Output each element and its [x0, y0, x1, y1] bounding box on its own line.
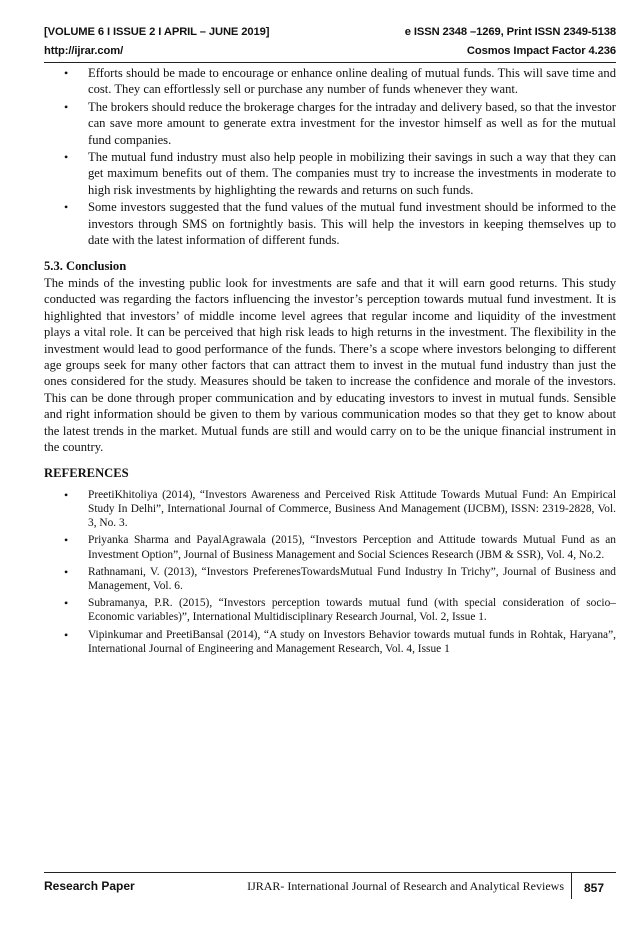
journal-url[interactable]: http://ijrar.com/: [44, 45, 124, 57]
impact-factor: Cosmos Impact Factor 4.236: [466, 45, 616, 57]
suggestion-item: • The brokers should reduce the brokerage charges for the intraday and delivery based, so that the investor can save more amount to generate extra investment for the investor himself as well as for the mutual fund companies.: [44, 99, 616, 148]
header-divider: [44, 62, 616, 63]
footer-label: Research Paper: [44, 879, 135, 893]
suggestion-item: • Some investors suggested that the fund values of the mutual fund investment should be informed to the investors through SMS on fortnightly basis. This will help the investors in keeping themselves up to date with the latest information of different funds.: [44, 199, 616, 248]
footer-journal-name: IJRAR- International Journal of Research and Analytical Reviews: [247, 879, 564, 893]
reference-item: • Rathnamani, V. (2013), “Investors PreferenesTowardsMutual Fund Industry In Trichy”, Journal of Business and Management, Vol. 6.: [44, 565, 616, 593]
references-heading: REFERENCES: [44, 466, 129, 481]
suggestion-item: • Efforts should be made to encourage or enhance online dealing of mutual funds. This will save time and cost. They can effortlessly sell or purchase any number of funds whenever they want.: [44, 65, 616, 98]
reference-item: • Subramanya, P.R. (2015), “Investors perception towards mutual fund (with special consideration of socio–Economic variables)”, International Multidisciplinary Research Journal, Vol. 2, Issue 1.: [44, 596, 616, 624]
reference-item: • PreetiKhitoliya (2014), “Investors Awareness and Perceived Risk Attitude Towards Mutual Fund: An Empirical Study In Delhi”, International Journal of Commerce, Business And Management (IJCBM), ISSN: 2319-2828, Vol. 3, No. 3.: [44, 488, 616, 531]
reference-item: • Vipinkumar and PreetiBansal (2014), “A study on Investors Behavior towards mutual funds in Rohtak, Haryana”, International Journal of Engineering and Management Research, Vol. 4, Issue 1: [44, 628, 616, 656]
page-number: 857: [571, 873, 616, 899]
suggestion-item: • The mutual fund industry must also help people in mobilizing their savings in such a way that they can get maximum benefits out of them. The companies must try to increase the investments in moderate to high risk investments by highlighting the rewards and returns on such funds.: [44, 149, 616, 198]
article-body: [44, 65, 616, 659]
conclusion-heading: 5.3. Conclusion: [44, 259, 127, 274]
page-footer: [44, 872, 616, 899]
references-list: [44, 488, 616, 656]
reference-item: • Priyanka Sharma and PayalAgrawala (2015), “Investors Perception and Attitude towards Mutual Fund as an Investment Option”, Journal of Business Management and Social Sciences Research (JBM & SSR), Vol. 4, No.2.: [44, 533, 616, 561]
issn-info: e ISSN 2348 –1269, Print ISSN 2349-5138: [404, 26, 616, 38]
conclusion-paragraph: The minds of the investing public look for investments are safe and that it will earn good returns. This study conducted was regarding the factors influencing the investor’s perception towards mutual fund investment. It is highlighted that investors’ of middle income level agrees that regular income and liquidity of the investment plays a vital role. It can be perceived that high risk leads to high returns in the investment. The flexibility in the investment would lead to good performance of the funds. There’s a scope where investors belonging to different age groups seek for many other factors that can attract them to invest in the mutual fund industry than just the ones considered for the study. Measures should be taken to increase the confidence and morale of the investors. This can be done through proper communication and by educating investors to invest in mutual funds. Sensible and right information should be given to them by various communication modes so that they get to know about the latest trends in the market. Mutual funds are still and would carry on to be the unique financial instrument in the country.: [44, 275, 616, 454]
suggestions-list: [44, 65, 616, 248]
page: [44, 0, 616, 936]
volume-info: [VOLUME 6 I ISSUE 2 I APRIL – JUNE 2019]: [44, 26, 270, 38]
